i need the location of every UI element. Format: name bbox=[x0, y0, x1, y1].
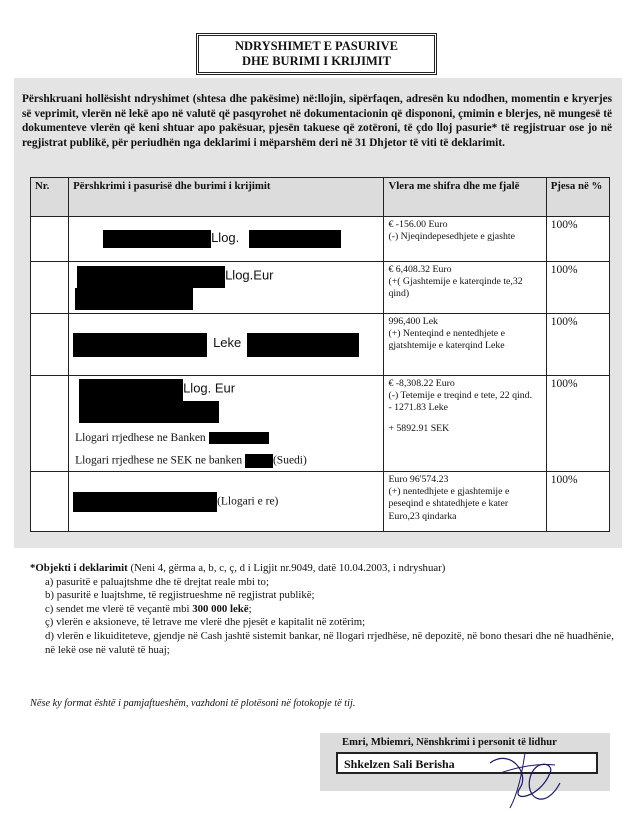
row-desc bbox=[69, 472, 384, 532]
item-c-end: ; bbox=[248, 602, 252, 615]
desc-line-3: Llogari rrjedhese ne SEK ne banken bbox=[75, 455, 243, 467]
intro-instructions: Përshkruani hollësisht ndryshimet (shtesa dhe pakësime) në:llojin, sipërfaqen, adresën ku ndodhen, momentin e kryerjes së veprimit, vlerën në lekë apo në valutë që pasqyrohet në dokumentacionin që dispononi, çmimin e blerjes, në mungesë të dokumenteve vlerën që keni shtuar apo pakësuar, pjesën takuese që zotëroni, të çdo lloj pasurie* të regjistruar ose jo në regjistrat publikë, për periudhën nga deklarimi i mëparshëm deri në 31 Dhjetor të viti të deklarimit. bbox=[22, 93, 612, 149]
redaction-bar bbox=[249, 230, 341, 248]
value-line: - 1271.83 Leke bbox=[388, 402, 449, 414]
row-value bbox=[384, 217, 546, 262]
handwritten-signature bbox=[480, 743, 570, 813]
header-desc: Përshkrimi i pasurisë dhe burimi i krijimit bbox=[69, 178, 384, 217]
value-line: (+) Nenteqind e nentedhjete e gjatshtemije e katerqind Leke bbox=[388, 328, 505, 352]
row-value bbox=[384, 262, 546, 314]
list-item: d) vlerën e likuiditeteve, gjendje në Cash jashtë sistemit bankar, në llogari rrjedhëse, në depozitë, në bono thesari dhe në huadhënie, në lekë ose në valutë të huaj; bbox=[45, 629, 614, 656]
redaction-bar bbox=[75, 288, 193, 310]
list-item bbox=[45, 603, 620, 617]
value-line: (+( Gjashtemije e katerqinde te,32 qind) bbox=[388, 276, 523, 300]
objekti-lead-rest: (Neni 4, gërma a, b, c, ç, d i Ligjit nr.9049, datë 10.04.2003, i ndryshuar) bbox=[127, 562, 446, 574]
value-line: + 5892.91 SEK bbox=[388, 422, 450, 434]
row-share: 100% bbox=[546, 314, 609, 376]
header-nr: Nr. bbox=[31, 178, 69, 217]
item-c-text: c) sendet me vlerë të veçantë mbi bbox=[45, 602, 193, 615]
table-row bbox=[31, 472, 610, 532]
redaction-bar bbox=[73, 333, 207, 357]
row-value bbox=[384, 314, 546, 376]
title-line-2: DHE BURIMI I KRIJIMIT bbox=[242, 54, 391, 68]
row-desc bbox=[69, 262, 384, 314]
list-item: b) pasuritë e luajtshme, të regjistrueshme në regjistrat publikë; bbox=[45, 589, 315, 602]
row-nr bbox=[31, 262, 69, 314]
desc-line-3-suffix: (Suedi) bbox=[272, 455, 307, 467]
value-line: € 6,408.32 Euro bbox=[388, 264, 452, 275]
declaration-object-section bbox=[30, 562, 620, 657]
item-c-bold: 300 000 lekë bbox=[192, 602, 249, 615]
redaction-bar bbox=[103, 230, 211, 248]
row-share: 100% bbox=[546, 217, 609, 262]
list-item: ç) vlerën e aksioneve, të letrave me vlerë dhe pjesët e kapitalit në zotërim; bbox=[45, 616, 366, 629]
desc-text: (Llogari e re) bbox=[217, 495, 279, 508]
row-nr bbox=[31, 472, 69, 532]
row-desc bbox=[69, 217, 384, 262]
row-value bbox=[384, 376, 546, 472]
signature-label: Emri, Mbiemri, Nënshkrimi i personit të lidhur bbox=[342, 737, 557, 748]
redaction-bar bbox=[73, 492, 217, 512]
row-share: 100% bbox=[546, 376, 609, 472]
value-line: (-) Njeqindepesedhjete e gjashte bbox=[388, 231, 515, 243]
table-row bbox=[31, 217, 610, 262]
value-line: (+) nentedhjete e gjashtemije e peseqind e shtatedhjete e kater Euro,23 qindarka bbox=[388, 486, 510, 522]
redaction-bar bbox=[209, 432, 269, 444]
row-value bbox=[384, 472, 546, 532]
objekti-list bbox=[30, 576, 620, 658]
value-line: Euro 96'574.23 bbox=[388, 474, 449, 485]
row-share: 100% bbox=[546, 472, 609, 532]
signer-name: Shkelzen Sali Berisha bbox=[336, 752, 598, 774]
row-nr bbox=[31, 376, 69, 472]
title-line-1: NDRYSHIMET E PASURIVE bbox=[234, 39, 398, 53]
assets-table bbox=[30, 177, 610, 532]
row-desc bbox=[69, 376, 384, 472]
objekti-lead: *Objekti i deklarimit bbox=[30, 562, 128, 574]
list-item: a) pasuritë e paluajtshme dhe të drejtat reale mbi to; bbox=[45, 575, 269, 588]
table-row bbox=[31, 262, 610, 314]
redaction-bar bbox=[247, 333, 359, 357]
desc-text: Llog. bbox=[211, 229, 240, 245]
value-line: € -8,308.22 Euro bbox=[388, 378, 455, 389]
redaction-bar bbox=[79, 401, 219, 423]
value-line: (-) Tetemije e treqind e tete, 22 qind. bbox=[388, 390, 533, 402]
row-nr bbox=[31, 314, 69, 376]
redaction-bar bbox=[77, 266, 225, 288]
table-header-row bbox=[31, 178, 610, 217]
value-line: € -156.00 Euro bbox=[388, 219, 448, 230]
desc-text: Llog.Eur bbox=[225, 266, 274, 282]
row-desc bbox=[69, 314, 384, 376]
table-row bbox=[31, 376, 610, 472]
header-share: Pjesa në % bbox=[546, 178, 609, 217]
header-value: Vlera me shifra dhe me fjalë bbox=[384, 178, 546, 217]
redaction-bar bbox=[245, 454, 273, 468]
desc-line-2: Llogari rrjedhese ne Banken bbox=[75, 432, 206, 444]
desc-text: Llog. Eur bbox=[183, 380, 236, 396]
row-nr bbox=[31, 217, 69, 262]
title-box bbox=[196, 33, 437, 75]
value-line: 996,400 Lek bbox=[388, 316, 438, 327]
continuation-note: Nëse ky format është i pamjaftueshëm, vazhdoni të plotësoni në fotokopje të tij. bbox=[30, 698, 356, 709]
table-row bbox=[31, 314, 610, 376]
desc-text: Leke bbox=[213, 334, 242, 350]
redaction-bar bbox=[79, 379, 183, 401]
row-share: 100% bbox=[546, 262, 609, 314]
